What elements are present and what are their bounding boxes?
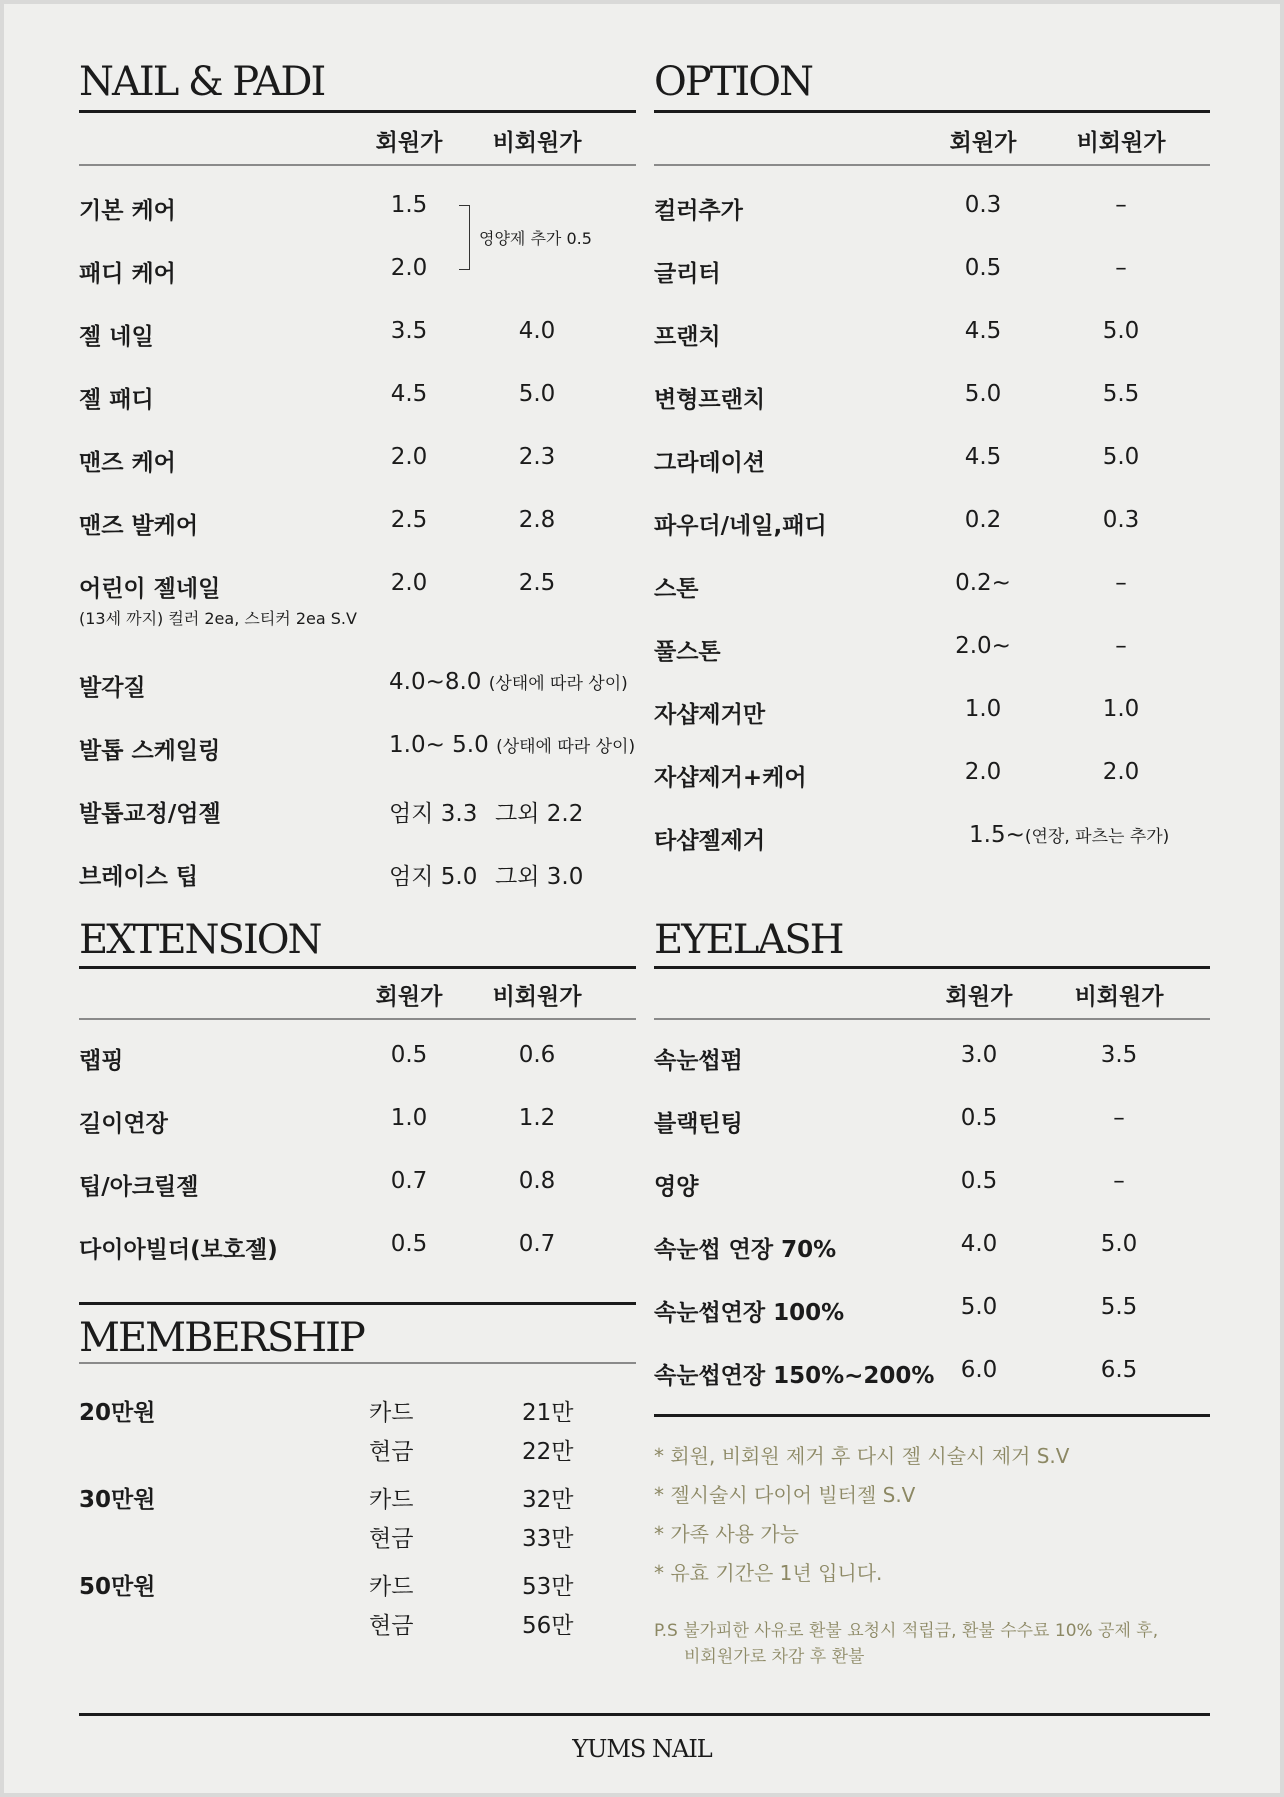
col-nonmember-header: 비회원가 [492, 984, 582, 1010]
member-price: 2.0 [390, 570, 428, 596]
price-row [654, 192, 1210, 232]
eyelash-section [654, 917, 1210, 1420]
membership-tier [79, 1481, 636, 1561]
member-price: 4.5 [964, 444, 1002, 470]
price-row [79, 732, 636, 772]
nonmember-price: 4.0 [518, 318, 556, 344]
member-price: 2.0 [390, 255, 428, 281]
price-row [79, 507, 636, 547]
divider [79, 110, 636, 113]
nonmember-price: 5.0 [1102, 318, 1140, 344]
member-price: 3.5 [390, 318, 428, 344]
item-name: 영양 [654, 1174, 699, 1200]
member-price: 2.0 [390, 444, 428, 470]
item-name: 패디 케어 [79, 261, 176, 287]
member-price: 0.2~ [955, 570, 1011, 596]
col-nonmember-header: 비회원가 [492, 130, 582, 156]
option-section [654, 59, 1210, 862]
price-range: 1.0~ 5.0 (상태에 따라 상이) [389, 732, 636, 758]
divider [79, 1362, 636, 1364]
price-row [654, 633, 1210, 673]
member-price: 6.0 [960, 1357, 998, 1383]
nonmember-price: 0.6 [518, 1042, 556, 1068]
member-price: 2.0~ [955, 633, 1011, 659]
price-row [654, 381, 1210, 421]
nonmember-price: – [1115, 633, 1127, 659]
item-name: 길이연장 [79, 1111, 168, 1137]
price-row [79, 795, 636, 835]
nonmember-price: 5.0 [1100, 1231, 1138, 1257]
col-member-header: 회원가 [945, 984, 1013, 1010]
ps-line-1: P.S 불가피한 사유로 환불 요청시 적립금, 환불 수수료 10% 공제 후, [654, 1621, 1159, 1641]
price-row [654, 318, 1210, 358]
nonmember-price: – [1113, 1105, 1125, 1131]
item-name: 랩핑 [79, 1048, 124, 1074]
price-row [654, 1042, 1210, 1082]
member-price: 4.5 [964, 318, 1002, 344]
member-price: 0.3 [964, 192, 1002, 218]
eyelash-title: EYELASH [654, 917, 843, 963]
item-name: 발각질 [79, 675, 146, 701]
nonmember-price: 0.8 [518, 1168, 556, 1194]
item-name: 변형프랜치 [654, 387, 766, 413]
item-name: 컬러추가 [654, 198, 743, 224]
item-name: 자샵제거만 [654, 702, 766, 728]
price-range: 1.5~(연장, 파츠는 추가) [969, 822, 1170, 848]
membership-title: MEMBERSHIP [79, 1315, 364, 1361]
nonmember-price: 3.5 [1100, 1042, 1138, 1068]
item-name: 글리터 [654, 261, 721, 287]
divider [654, 966, 1210, 969]
nonmember-price: 5.5 [1102, 381, 1140, 407]
col-nonmember-header: 비회원가 [1076, 130, 1166, 156]
price-row [654, 759, 1210, 799]
price-row [79, 318, 636, 358]
item-name: 브레이스 팁 [79, 864, 199, 890]
nonmember-price: 2.5 [518, 570, 556, 596]
item-name: 스톤 [654, 576, 699, 602]
item-name: 팁/아크릴젤 [79, 1174, 199, 1200]
divider [79, 966, 636, 969]
nonmember-price: – [1113, 1168, 1125, 1194]
price-row [79, 858, 636, 898]
member-price: 0.5 [964, 255, 1002, 281]
membership-amount: 30만원 [79, 1487, 156, 1513]
card-label: 카드 [369, 1574, 414, 1600]
membership-tier [79, 1394, 636, 1474]
item-name: 풀스톤 [654, 639, 721, 665]
card-value: 53만 [522, 1574, 574, 1600]
footer-rule [79, 1713, 1210, 1716]
extension-section [79, 917, 636, 1263]
nonmember-price: 0.7 [518, 1231, 556, 1257]
item-name: 파우더/네일,패디 [654, 513, 827, 539]
price-row [654, 1357, 1210, 1397]
nail-padi-title: NAIL & PADI [79, 59, 325, 105]
member-price: 4.5 [390, 381, 428, 407]
card-value: 32만 [522, 1487, 574, 1513]
item-name: 자샵제거+케어 [654, 765, 807, 791]
cash-label: 현금 [369, 1613, 414, 1639]
price-row [654, 1168, 1210, 1208]
price-row [79, 1105, 636, 1145]
nonmember-price: – [1115, 255, 1127, 281]
price-row [79, 1042, 636, 1082]
note-line: * 젤시술시 다이어 빌터젤 S.V [654, 1483, 916, 1507]
cash-label: 현금 [369, 1526, 414, 1552]
divider [654, 1414, 1210, 1417]
member-price: 0.5 [960, 1168, 998, 1194]
price-row [654, 570, 1210, 610]
divider [654, 110, 1210, 113]
price-row [79, 255, 636, 295]
divider [79, 1018, 636, 1020]
item-name: 기본 케어 [79, 198, 176, 224]
item-name: 속눈썹연장 100% [654, 1300, 845, 1326]
price-row [79, 444, 636, 484]
member-price: 5.0 [960, 1294, 998, 1320]
member-price: 1.5 [390, 192, 428, 218]
nonmember-price: 2.3 [518, 444, 556, 470]
notes-section [654, 1440, 1210, 1680]
thumb-price: 엄지 5.0 [389, 864, 478, 890]
col-member-header: 회원가 [949, 130, 1017, 156]
member-price: 0.5 [960, 1105, 998, 1131]
price-row [654, 1294, 1210, 1334]
membership-amount: 50만원 [79, 1574, 156, 1600]
card-label: 카드 [369, 1400, 414, 1426]
nonmember-price: 0.3 [1102, 507, 1140, 533]
price-row [654, 507, 1210, 547]
option-title: OPTION [654, 59, 812, 105]
member-price: 2.5 [390, 507, 428, 533]
item-name: 프랜치 [654, 324, 721, 350]
col-member-header: 회원가 [375, 130, 443, 156]
ps-line-2: 비회원가로 차감 후 환불 [684, 1647, 865, 1667]
price-row [654, 255, 1210, 295]
nonmember-price: 2.0 [1102, 759, 1140, 785]
item-name: 젤 네일 [79, 324, 154, 350]
note-line: * 회원, 비회원 제거 후 다시 젤 시술시 제거 S.V [654, 1444, 1070, 1468]
price-row [79, 570, 636, 640]
item-name: 젤 패디 [79, 387, 154, 413]
price-menu-sheet [4, 4, 1280, 1793]
item-name: 속눈썹 연장 70% [654, 1237, 837, 1263]
item-name: 다이아빌더(보호젤) [79, 1237, 278, 1263]
ps-note [654, 1618, 1158, 1670]
col-member-header: 회원가 [375, 984, 443, 1010]
thumb-price: 엄지 3.3 [389, 801, 478, 827]
member-price: 4.0 [960, 1231, 998, 1257]
bracket-note: 영양제 추가 0.5 [479, 229, 592, 248]
member-price: 0.7 [390, 1168, 428, 1194]
footer-brand: YUMS NAIL [572, 1735, 712, 1763]
membership-amount: 20만원 [79, 1400, 156, 1426]
member-price: 2.0 [964, 759, 1002, 785]
card-value: 21만 [522, 1400, 574, 1426]
member-price: 0.5 [390, 1042, 428, 1068]
price-row [79, 669, 636, 709]
price-row [654, 822, 1210, 862]
divider [654, 164, 1210, 166]
item-name: 속눈썹펌 [654, 1048, 743, 1074]
price-row [654, 1231, 1210, 1271]
extension-title: EXTENSION [79, 917, 321, 963]
price-row [654, 696, 1210, 736]
member-price: 0.2 [964, 507, 1002, 533]
divider [654, 1018, 1210, 1020]
cash-label: 현금 [369, 1439, 414, 1465]
divider [79, 1302, 636, 1305]
nonmember-price: 6.5 [1100, 1357, 1138, 1383]
col-nonmember-header: 비회원가 [1074, 984, 1164, 1010]
member-price: 1.0 [964, 696, 1002, 722]
price-row [79, 381, 636, 421]
price-row [654, 444, 1210, 484]
nonmember-price: 5.0 [518, 381, 556, 407]
item-name: 발톱 스케일링 [79, 738, 221, 764]
member-price: 5.0 [964, 381, 1002, 407]
note-line: * 유효 기간은 1년 입니다. [654, 1561, 883, 1585]
item-name: 타샵젤제거 [654, 828, 766, 854]
nonmember-price: 5.5 [1100, 1294, 1138, 1320]
item-name: 속눈썹연장 150%~200% [654, 1363, 935, 1389]
cash-value: 56만 [522, 1613, 574, 1639]
item-name: 블랙틴팅 [654, 1111, 743, 1137]
cash-value: 33만 [522, 1526, 574, 1552]
nonmember-price: 1.2 [518, 1105, 556, 1131]
item-name: 어린이 젤네일 [79, 576, 221, 602]
divider [79, 164, 636, 166]
nonmember-price: – [1115, 570, 1127, 596]
item-subtext: (13세 까지) 컬러 2ea, 스티커 2ea S.V [79, 609, 357, 628]
note-line: * 가족 사용 가능 [654, 1522, 799, 1546]
member-price: 0.5 [390, 1231, 428, 1257]
nonmember-price: 2.8 [518, 507, 556, 533]
member-price: 3.0 [960, 1042, 998, 1068]
nail-padi-section [79, 59, 636, 902]
price-row [79, 1231, 636, 1271]
price-row [79, 1168, 636, 1208]
other-price: 그외 3.0 [495, 864, 584, 890]
membership-tier [79, 1568, 636, 1648]
membership-section [79, 1302, 636, 1662]
item-name: 그라데이션 [654, 450, 766, 476]
member-price: 1.0 [390, 1105, 428, 1131]
cash-value: 22만 [522, 1439, 574, 1465]
price-row [654, 1105, 1210, 1145]
nonmember-price: – [1115, 192, 1127, 218]
nonmember-price: 1.0 [1102, 696, 1140, 722]
item-name: 발톱교정/엄젤 [79, 801, 221, 827]
item-name: 맨즈 발케어 [79, 513, 199, 539]
price-range: 4.0~8.0 (상태에 따라 상이) [389, 669, 628, 695]
other-price: 그외 2.2 [495, 801, 584, 827]
item-name: 맨즈 케어 [79, 450, 176, 476]
nonmember-price: 5.0 [1102, 444, 1140, 470]
card-label: 카드 [369, 1487, 414, 1513]
